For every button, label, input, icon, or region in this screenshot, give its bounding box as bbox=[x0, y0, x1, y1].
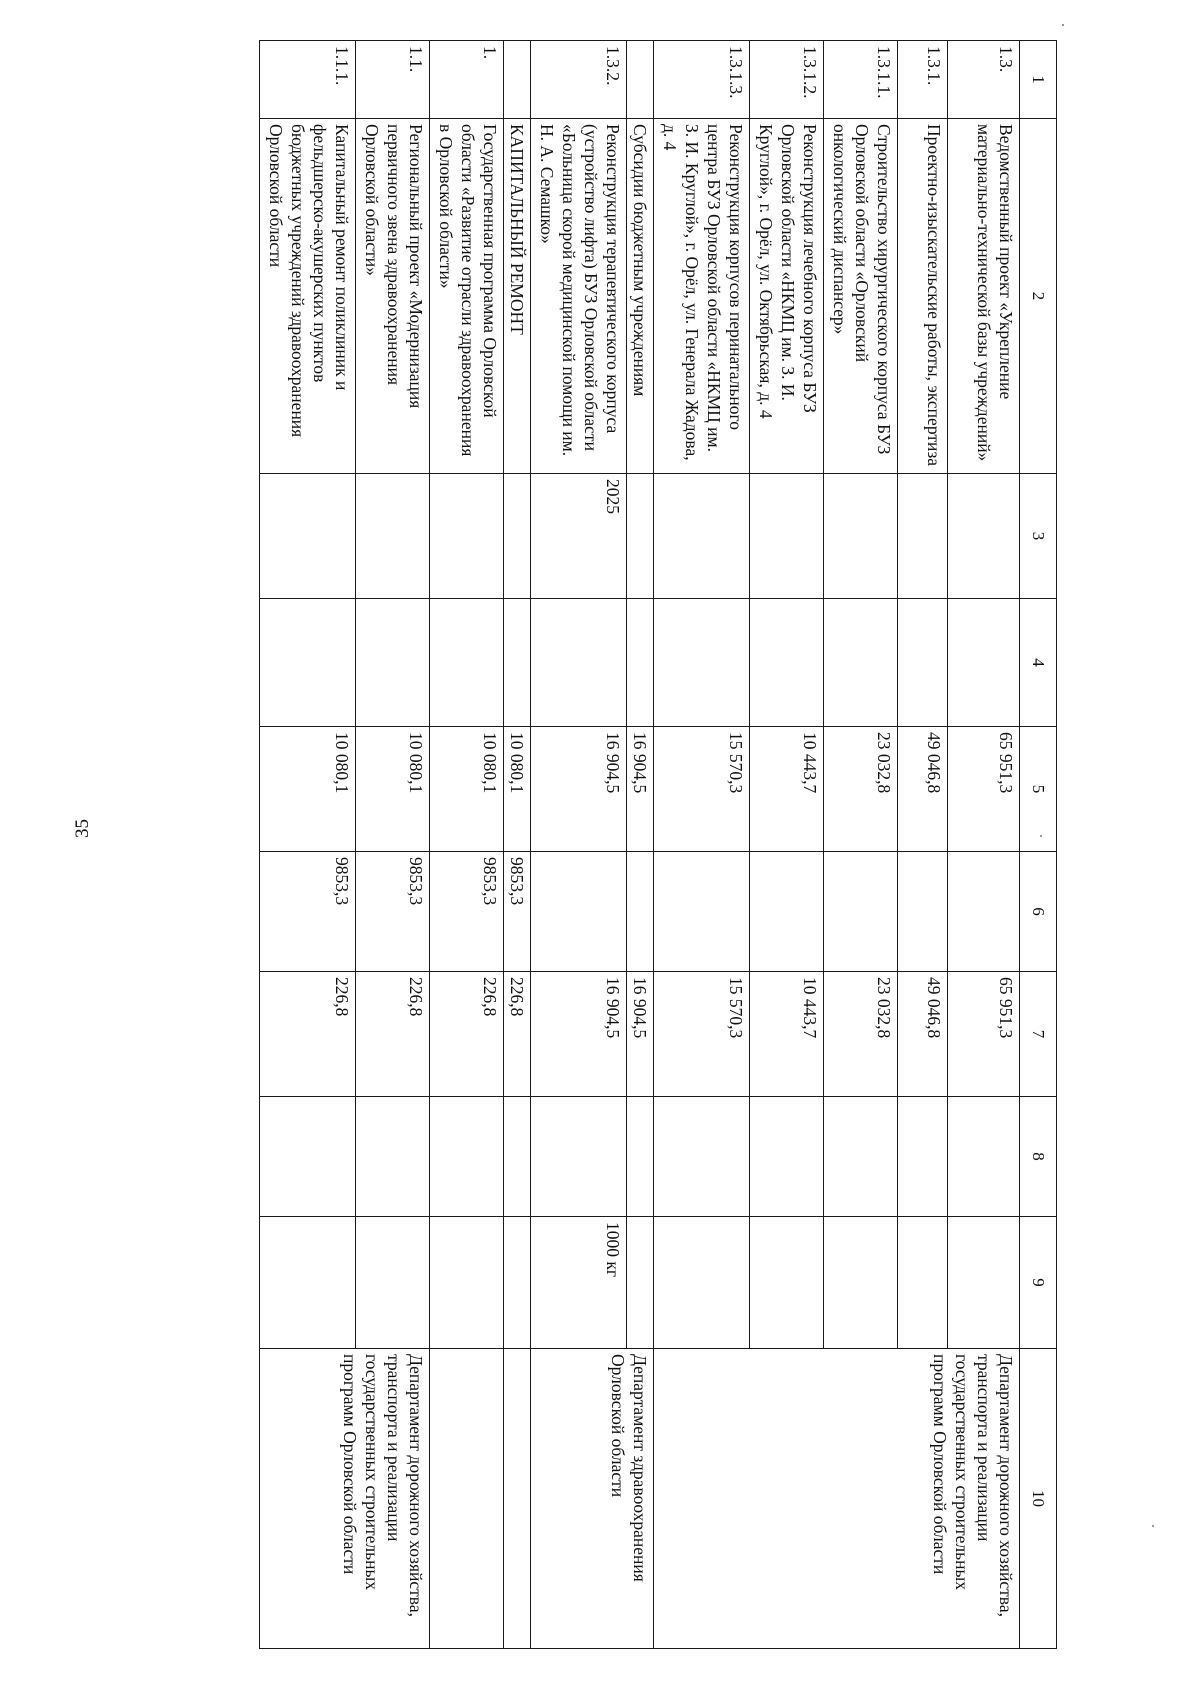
row-number: 1.3.1.3. bbox=[654, 41, 750, 119]
cell-col3 bbox=[948, 474, 1020, 599]
row-name: КАПИТАЛЬНЫЙ РЕМОНТ bbox=[504, 119, 531, 474]
header-cell: 7 bbox=[1020, 972, 1057, 1097]
cell-col8 bbox=[504, 1097, 531, 1217]
scan-speck bbox=[1040, 835, 1042, 837]
cell-col8 bbox=[824, 1097, 898, 1217]
cell-col5: 16 904,5 bbox=[627, 727, 654, 852]
cell-col3 bbox=[627, 474, 654, 599]
cell-col5: 10 443,7 bbox=[750, 727, 824, 852]
table-row bbox=[948, 41, 1020, 1649]
page-number: 35 bbox=[72, 819, 93, 838]
cell-col5: 10 080,1 bbox=[430, 727, 504, 852]
row-name: Ведомственный проект «Укрепление материально-технической базы учреждений» bbox=[948, 119, 1020, 474]
row-name: Региональный проект «Модернизация первичного звена здравоохранения Орловской области» bbox=[356, 119, 430, 474]
cell-col9 bbox=[948, 1217, 1020, 1349]
cell-col3 bbox=[356, 474, 430, 599]
program-table bbox=[259, 40, 1057, 1649]
row-name: Реконструкция терапевтического корпуса (устройство лифта) БУЗ Орловской области «Больница скорой медицинской помощи им. Н. А. Семашко» bbox=[531, 119, 627, 474]
cell-col8 bbox=[260, 1097, 356, 1217]
cell-col9 bbox=[260, 1217, 356, 1349]
cell-col4 bbox=[531, 599, 627, 727]
cell-col5: 10 080,1 bbox=[260, 727, 356, 852]
cell-col5: 10 080,1 bbox=[356, 727, 430, 852]
cell-col6: 9853,3 bbox=[430, 852, 504, 972]
cell-col3 bbox=[504, 474, 531, 599]
scan-speck bbox=[1152, 1525, 1154, 1527]
table-row bbox=[504, 41, 531, 1649]
row-number bbox=[504, 41, 531, 119]
cell-col3 bbox=[654, 474, 750, 599]
cell-col7: 226,8 bbox=[356, 972, 430, 1097]
cell-col6 bbox=[531, 852, 627, 972]
row-number: 1.3.2. bbox=[531, 41, 627, 119]
cell-col6 bbox=[627, 852, 654, 972]
cell-col8 bbox=[750, 1097, 824, 1217]
cell-col7: 226,8 bbox=[504, 972, 531, 1097]
cell-col7: 49 046,8 bbox=[898, 972, 948, 1097]
row-number: 1.3. bbox=[948, 41, 1020, 119]
row-number: 1. bbox=[430, 41, 504, 119]
cell-col6: 9853,3 bbox=[356, 852, 430, 972]
cell-col7: 23 032,8 bbox=[824, 972, 898, 1097]
cell-col5: 15 570,3 bbox=[654, 727, 750, 852]
cell-col8 bbox=[898, 1097, 948, 1217]
cell-col4 bbox=[948, 599, 1020, 727]
cell-col4 bbox=[504, 599, 531, 727]
table-row bbox=[430, 41, 504, 1649]
row-name: Субсидии бюджетным учреждениям bbox=[627, 119, 654, 474]
rotated-table-container bbox=[169, 40, 1057, 1648]
cell-col5: 10 080,1 bbox=[504, 727, 531, 852]
cell-col6 bbox=[898, 852, 948, 972]
cell-col4 bbox=[260, 599, 356, 727]
cell-col8 bbox=[627, 1097, 654, 1217]
cell-col7: 10 443,7 bbox=[750, 972, 824, 1097]
responsible-department bbox=[430, 1349, 504, 1649]
header-cell: 1 bbox=[1020, 41, 1057, 119]
cell-col7: 15 570,3 bbox=[654, 972, 750, 1097]
row-name: Капитальный ремонт поликлиник и фельдшерско-акушерских пунктов бюджетных учреждений здравоохранения Орловской области bbox=[260, 119, 356, 474]
table-row bbox=[627, 41, 654, 1649]
header-cell: 3 bbox=[1020, 474, 1057, 599]
header-row bbox=[1020, 41, 1057, 1649]
cell-col3: 2025 bbox=[531, 474, 627, 599]
header-cell: 9 bbox=[1020, 1217, 1057, 1349]
row-number: 1.3.1. bbox=[898, 41, 948, 119]
cell-col5: 49 046,8 bbox=[898, 727, 948, 852]
row-name: Строительство хирургического корпуса БУЗ Орловской области «Орловский онкологический диспансер» bbox=[824, 119, 898, 474]
cell-col4 bbox=[750, 599, 824, 727]
responsible-department: Департамент дорожного хозяйства, транспорта и реализации государственных строительных программ Орловской области bbox=[260, 1349, 430, 1649]
cell-col4 bbox=[430, 599, 504, 727]
row-number: 1.3.1.1. bbox=[824, 41, 898, 119]
header-cell: 8 bbox=[1020, 1097, 1057, 1217]
cell-col6 bbox=[948, 852, 1020, 972]
cell-col9 bbox=[898, 1217, 948, 1349]
header-cell: 10 bbox=[1020, 1349, 1057, 1649]
responsible-department bbox=[504, 1349, 531, 1649]
cell-col9 bbox=[356, 1217, 430, 1349]
cell-col7: 226,8 bbox=[260, 972, 356, 1097]
row-number: 1.1. bbox=[356, 41, 430, 119]
row-name: Реконструкция лечебного корпуса БУЗ Орловской области «НКМЦ им. З. И. Круглой», г. Орёл, ул. Октябрьская, д. 4 bbox=[750, 119, 824, 474]
cell-col3 bbox=[430, 474, 504, 599]
row-number: 1.1.1. bbox=[260, 41, 356, 119]
cell-col7: 65 951,3 bbox=[948, 972, 1020, 1097]
header-cell: 2 bbox=[1020, 119, 1057, 474]
cell-col6 bbox=[654, 852, 750, 972]
cell-col4 bbox=[654, 599, 750, 727]
cell-col4 bbox=[824, 599, 898, 727]
row-name: Государственная программа Орловской области «Развитие отрасли здравоохранения в Орловской области» bbox=[430, 119, 504, 474]
cell-col9 bbox=[627, 1217, 654, 1349]
cell-col9 bbox=[504, 1217, 531, 1349]
responsible-department: Департамент здравоохранения Орловской области bbox=[531, 1349, 654, 1649]
cell-col8 bbox=[356, 1097, 430, 1217]
row-number bbox=[627, 41, 654, 119]
cell-col4 bbox=[898, 599, 948, 727]
cell-col4 bbox=[356, 599, 430, 727]
cell-col8 bbox=[654, 1097, 750, 1217]
header-cell: 4 bbox=[1020, 599, 1057, 727]
cell-col6: 9853,3 bbox=[260, 852, 356, 972]
responsible-department: Департамент дорожного хозяйства, транспорта и реализации государственных строительных программ Орловской области bbox=[654, 1349, 1020, 1649]
cell-col8 bbox=[531, 1097, 627, 1217]
cell-col5: 65 951,3 bbox=[948, 727, 1020, 852]
cell-col4 bbox=[627, 599, 654, 727]
scan-speck bbox=[1062, 24, 1064, 26]
row-name: Реконструкция корпусов перинатального центра БУЗ Орловской области «НКМЦ им. З. И. Круглой», г. Орёл, ул. Генерала Жадова, д. 4 bbox=[654, 119, 750, 474]
cell-col7: 16 904,5 bbox=[531, 972, 627, 1097]
cell-col3 bbox=[898, 474, 948, 599]
cell-col9: 1000 кг bbox=[531, 1217, 627, 1349]
cell-col9 bbox=[430, 1217, 504, 1349]
cell-col8 bbox=[948, 1097, 1020, 1217]
cell-col5: 23 032,8 bbox=[824, 727, 898, 852]
header-cell: 6 bbox=[1020, 852, 1057, 972]
cell-col6 bbox=[750, 852, 824, 972]
header-cell: 5 bbox=[1020, 727, 1057, 852]
cell-col5: 16 904,5 bbox=[531, 727, 627, 852]
cell-col8 bbox=[430, 1097, 504, 1217]
row-number: 1.3.1.2. bbox=[750, 41, 824, 119]
row-name: Проектно-изыскательские работы, экспертиза bbox=[898, 119, 948, 474]
cell-col9 bbox=[750, 1217, 824, 1349]
cell-col3 bbox=[824, 474, 898, 599]
cell-col3 bbox=[260, 474, 356, 599]
cell-col9 bbox=[824, 1217, 898, 1349]
cell-col7: 16 904,5 bbox=[627, 972, 654, 1097]
table-row bbox=[356, 41, 430, 1649]
cell-col3 bbox=[750, 474, 824, 599]
cell-col6 bbox=[824, 852, 898, 972]
cell-col9 bbox=[654, 1217, 750, 1349]
cell-col6: 9853,3 bbox=[504, 852, 531, 972]
cell-col7: 226,8 bbox=[430, 972, 504, 1097]
